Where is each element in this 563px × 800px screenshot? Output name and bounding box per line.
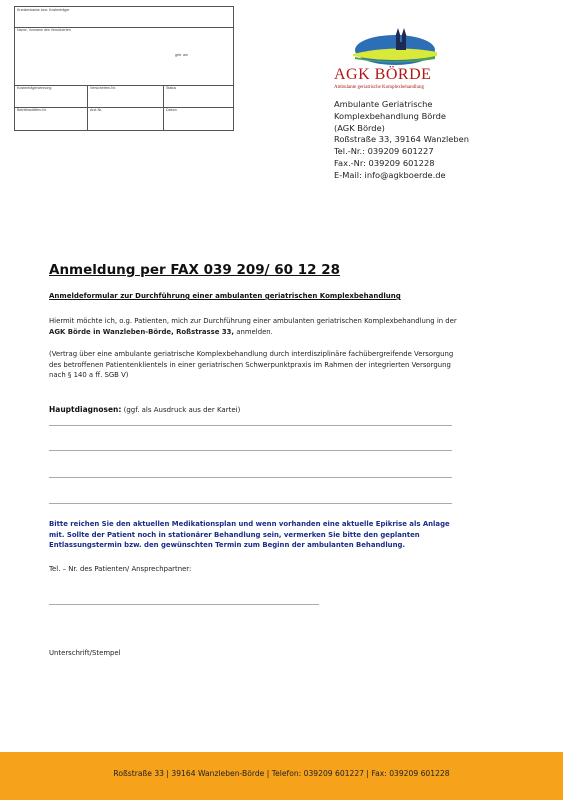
diagnoses-hint: (ggf. als Ausdruck aus der Kartei): [121, 406, 241, 414]
insurer-id-label: Kostenträgerkennung: [17, 86, 52, 90]
intro-location: AGK Börde in Wanzleben-Börde, Roßstrasse 33,: [49, 327, 235, 336]
diagnoses-label: Hauptdiagnosen:: [49, 405, 122, 414]
address-phone: Tel.-Nr.: 039209 601227: [334, 146, 434, 157]
address-line-2: Komplexbehandlung Börde: [334, 110, 446, 121]
diagnosis-line[interactable]: [49, 450, 452, 451]
logo-subtitle: Ambulante geriatrische Komplexbehandlung: [334, 85, 424, 90]
insurer-id-cell: [15, 85, 87, 107]
status-label: Status: [166, 86, 177, 90]
medication-notice: Bitte reichen Sie den aktuellen Medikationsplan und wenn vorhanden eine aktuelle Epikrise als Anlage mit. Sollte der Patient noch in stationärer Behandlung sein, vermerken Sie bitte den geplanten Entlassungstermin bzw. den gewünschten Termin zum Beginn der ambulanten Behandlung.: [49, 520, 450, 550]
footer-bar: [0, 752, 563, 800]
diagnosis-line[interactable]: [49, 503, 452, 504]
practice-number-cell: [15, 107, 87, 131]
insurance-form-box: [14, 6, 234, 131]
intro-paragraph: [49, 316, 457, 337]
status-cell: [163, 85, 233, 107]
insured-number-label: Versicherten-Nr.: [90, 86, 116, 90]
address-street: Roßstraße 33, 39164 Wanzleben: [334, 134, 470, 145]
insurer-label: Krankenkasse bzw. Kostenträger: [17, 8, 70, 12]
address-block: [334, 99, 534, 182]
page-title: Anmeldung per FAX 039 209/ 60 12 28: [49, 262, 341, 278]
address-line-1: Ambulante Geriatrische: [334, 99, 433, 109]
patient-name-label: Name, Vorname des Versicherten: [17, 28, 71, 32]
form-row-patient: [15, 27, 233, 86]
diagnoses-heading: [49, 405, 240, 414]
address-fax: Fax.-Nr: 039209 601228: [334, 157, 435, 168]
address-line-3: (AGK Börde): [334, 122, 385, 133]
patient-phone-line[interactable]: [49, 604, 319, 605]
form-row-insurer: [15, 7, 233, 28]
diagnosis-line[interactable]: [49, 477, 452, 478]
form-row-ids: [15, 85, 233, 108]
form-row-practice: [15, 107, 233, 131]
agk-logo-icon: [345, 26, 445, 66]
practice-number-label: Betriebsstätten-Nr.: [17, 108, 47, 112]
doctor-number-cell: [87, 107, 164, 131]
logo-title: AGK BÖRDE: [334, 66, 432, 83]
date-cell: [163, 107, 233, 131]
intro-text: Hiermit möchte ich, o.g. Patienten, mich zur Durchführung einer ambulanten geriatrischen Komplexbehandlung in der: [49, 317, 457, 325]
patient-phone-label: Tel. – Nr. des Patienten/ Ansprechpartner:: [49, 565, 192, 573]
intro-end: anmelden.: [234, 327, 273, 336]
date-of-birth-label: geb. am: [175, 53, 188, 57]
footer-contact: Roßstraße 33 | 39164 Wanzleben-Börde | Telefon: 039209 601227 | Fax: 039209 601228: [113, 769, 450, 778]
form-subtitle: Anmeldeformular zur Durchführung einer ambulanten geriatrischen Komplexbehandlung: [49, 292, 401, 300]
address-email: E-Mail: info@agkboerde.de: [334, 169, 446, 180]
doctor-number-label: Arzt-Nr.: [90, 108, 103, 112]
insured-number-cell: [87, 85, 164, 107]
signature-label: Unterschrift/Stempel: [49, 649, 121, 657]
contract-note: (Vertrag über eine ambulante geriatrische Komplexbehandlung durch interdisziplinäre fachübergreifende Versorgung des betroffenen Patientenklientels in einer geriatrischen Schwerpunktpraxis im Rahmen der integrierten Versorgung nach § 140 a ff. SGB V): [49, 350, 454, 380]
date-label: Datum: [166, 108, 177, 112]
diagnosis-line[interactable]: [49, 425, 452, 426]
